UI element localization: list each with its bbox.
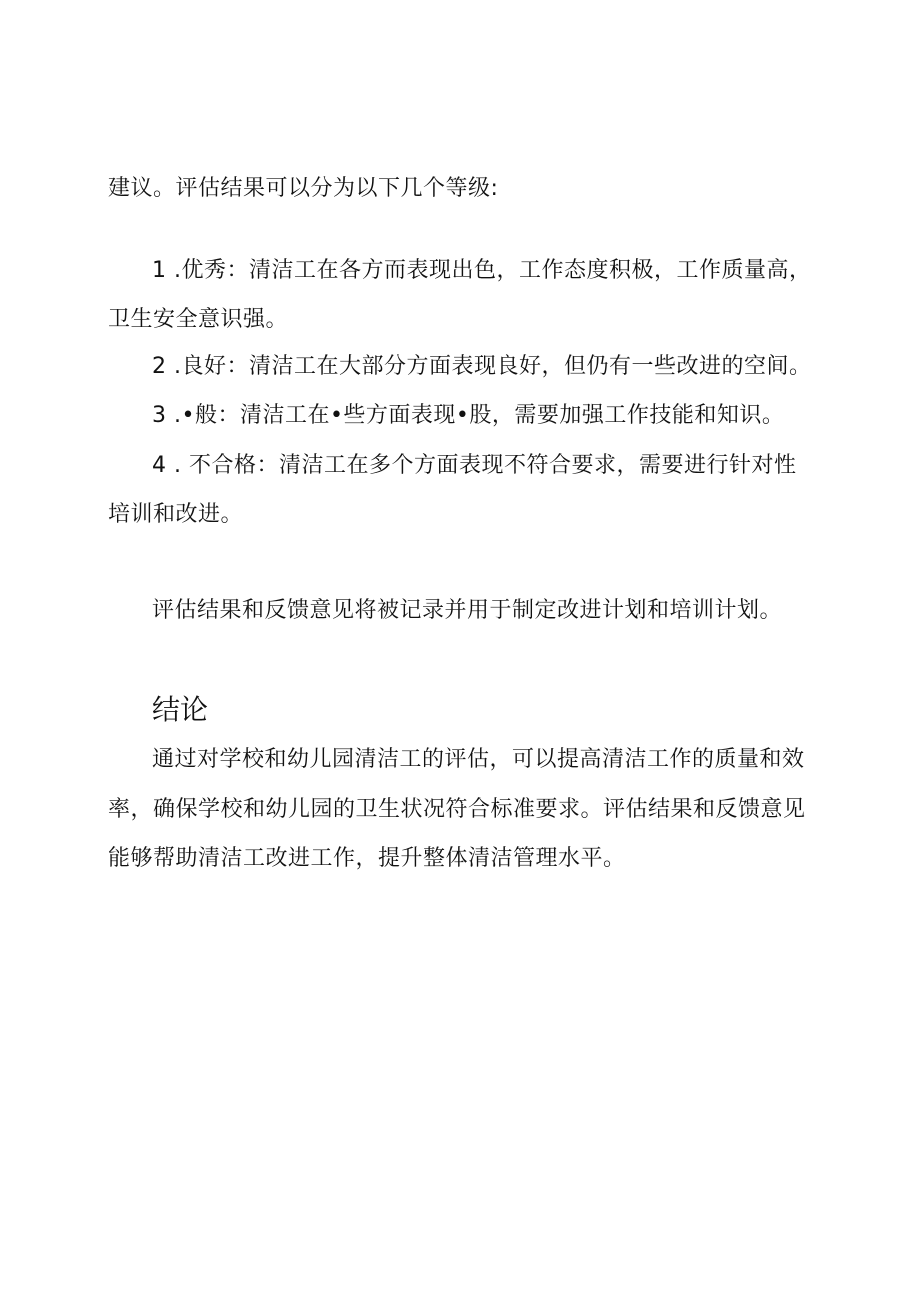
conclusion-line-1: 通过对学校和幼儿园清洁工的评估，可以提高清洁工作的质量和效 xyxy=(152,747,805,772)
conclusion-heading: 结论 xyxy=(152,693,209,726)
feedback-line: 评估结果和反馈意见将被记录并用于制定改进计划和培训计划。 xyxy=(152,598,783,623)
grade-1-line-2: 卫生安全意识强。 xyxy=(108,307,289,332)
grade-4-line-1: 4 . 不合格：清洁工在多个方面表现不符合要求，需要进行针对性 xyxy=(152,453,797,478)
conclusion-line-3: 能够帮助清洁工改进工作，提升整体清洁管理水平。 xyxy=(108,846,626,871)
grade-4-line-2: 培训和改进。 xyxy=(108,502,244,527)
intro-line: 建议。评估结果可以分为以下几个等级: xyxy=(108,176,499,201)
conclusion-line-2: 率，确保学校和幼儿园的卫生状况符合标准要求。评估结果和反馈意见 xyxy=(108,797,806,822)
grade-2-line-1: 2 .良好：清洁工在大部分方面表现良好，但仍有一些改进的空间。 xyxy=(152,354,812,379)
grade-3-line-1: 3 .•般：清洁工在•些方面表现•股，需要加强工作技能和知识。 xyxy=(152,403,785,428)
grade-1-line-1: 1 .优秀：清洁工在各方而表现出色，工作态度积极，工作质量高， xyxy=(152,258,812,283)
